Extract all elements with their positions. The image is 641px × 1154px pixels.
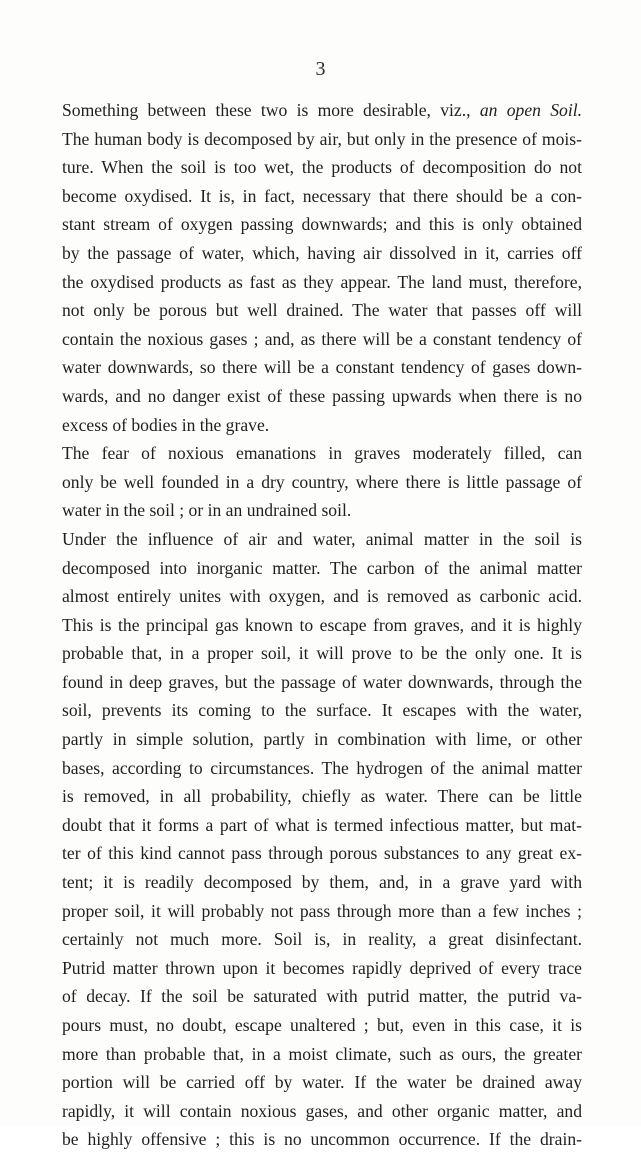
text-line: soil, prevents its coming to the surface. It escapes with the water, [62,700,582,721]
text-line: Something between these two is more desirable, viz., an open Soil. [62,100,582,120]
text-line: be highly offensive ; this is no uncommon occurrence. If the drain- [62,1129,582,1150]
text-line: ture. When the soil is too wet, the products of decomposition do not [62,157,582,178]
text-line: water in the soil ; or in an undrained soil. [62,500,352,521]
text-line: bases, according to circumstances. The hydrogen of the animal matter [62,757,582,778]
text-line: decomposed into inorganic matter. The carbon of the animal matter [62,557,582,578]
text-line: wards, and no danger exist of these passing upwards when there is no [62,385,582,406]
text-line: The fear of noxious emanations in graves moderately filled, can [62,443,582,464]
text-line: portion will be carried off by water. If the water be drained away [62,1072,582,1093]
text-line: by the passage of water, which, having air dissolved in it, carries off [62,242,582,263]
text-line: only be well founded in a dry country, where there is little passage of [62,471,582,492]
text-line: more than probable that, in a moist climate, such as ours, the greater [62,1043,582,1064]
text-line: Putrid matter thrown upon it becomes rapidly deprived of every trace [62,957,582,978]
text-line: The human body is decomposed by air, but only in the presence of mois- [62,128,582,149]
text-line: pours must, no doubt, escape unaltered ; but, even in this case, it is [62,1015,582,1035]
text-line: not only be porous but well drained. The water that passes off will [62,300,582,321]
text-line: doubt that it forms a part of what is termed infectious matter, but mat- [62,814,582,835]
text-line: proper soil, it will probably not pass through more than a few inches ; [62,900,582,921]
body-text [62,96,582,1154]
text-line: This is the principal gas known to escape from graves, and it is highly [62,614,582,635]
text-line: stant stream of oxygen passing downwards; and this is only obtained [62,214,582,235]
page-number: 3 [315,58,326,80]
text-line: Under the influence of air and water, animal matter in the soil is [62,528,582,549]
text-line: tent; it is readily decomposed by them, and, in a grave yard with [62,872,582,893]
text-line: ter of this kind cannot pass through porous substances to any great ex- [62,843,582,864]
text-line: certainly not much more. Soil is, in reality, a great disinfectant. [62,929,582,950]
text-line: partly in simple solution, partly in combination with lime, or other [62,729,582,750]
text-line: contain the noxious gases ; and, as there will be a constant tendency of [62,328,582,349]
text-line: found in deep graves, but the passage of water downwards, through the [62,671,582,692]
text-line: water downwards, so there will be a constant tendency of gases down- [62,357,582,378]
text-line: of decay. If the soil be saturated with putrid matter, the putrid va- [62,986,582,1007]
text-line: the oxydised products as fast as they appear. The land must, therefore, [62,271,582,292]
text-line: probable that, in a proper soil, it will prove to be the only one. It is [62,643,582,664]
text-line: rapidly, it will contain noxious gases, and other organic matter, and [62,1100,582,1121]
text-line: excess of bodies in the grave. [62,414,270,435]
italic-phrase: an open Soil. [479,100,582,120]
text-line: almost entirely unites with oxygen, and is removed as carbonic acid. [62,586,582,607]
text-line: become oxydised. It is, in fact, necessary that there should be a con- [62,185,582,206]
text-line: is removed, in all probability, chiefly as water. There can be little [62,786,582,807]
